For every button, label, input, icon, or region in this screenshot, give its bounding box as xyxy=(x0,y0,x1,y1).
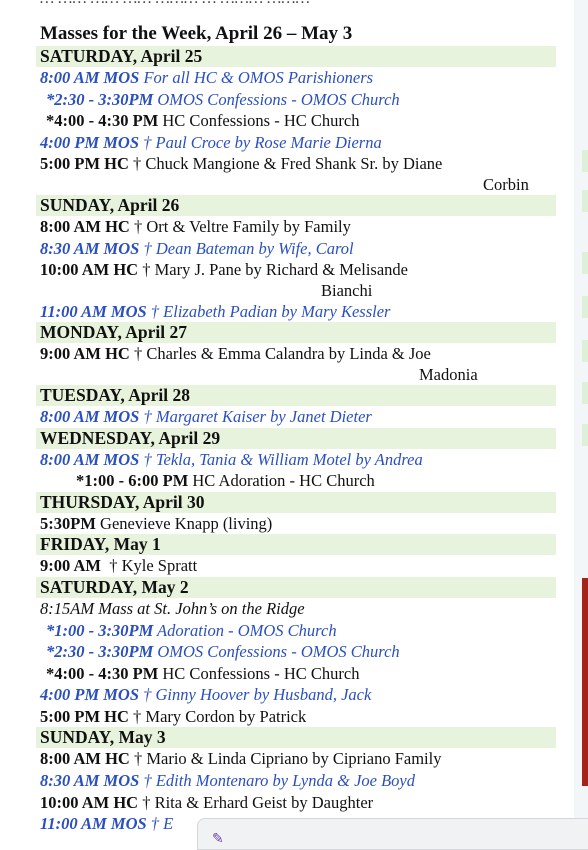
mass-intention: HC Confessions - HC Church xyxy=(158,663,360,683)
mass-intention: Genevieve Knapp (living) xyxy=(95,513,273,533)
mass-entry xyxy=(36,406,556,428)
mass-time: 10:00 AM HC xyxy=(40,260,139,280)
mass-intention: † Mario & Linda Cipriano by Cipriano Family xyxy=(129,749,442,769)
mass-intention: HC Confessions - HC Church xyxy=(158,111,360,131)
mass-entry xyxy=(36,470,556,492)
mass-entry xyxy=(36,238,556,260)
mass-intention: † Elizabeth Padian by Mary Kessler xyxy=(146,301,391,321)
mass-entry xyxy=(36,706,556,728)
mass-time: *4:00 - 4:30 PM xyxy=(46,111,159,131)
day-header: FRIDAY, May 1 xyxy=(36,534,556,555)
mass-entry xyxy=(36,67,556,89)
notification-popup[interactable] xyxy=(197,818,588,850)
day-header: SUNDAY, April 26 xyxy=(36,195,556,216)
mass-time: 8:00 AM MOS xyxy=(40,68,140,87)
mass-entry xyxy=(36,555,556,577)
mass-time: 8:00 AM MOS xyxy=(40,406,140,426)
mass-intention: OMOS Confessions - OMOS Church xyxy=(153,642,400,662)
mass-intention: † Ort & Veltre Family by Family xyxy=(129,216,351,236)
mass-intention: † Kyle Spratt xyxy=(100,556,198,576)
mass-entry xyxy=(36,110,556,132)
day-header: WEDNESDAY, April 29 xyxy=(36,428,556,449)
mass-entry xyxy=(36,598,556,620)
mass-entry xyxy=(36,449,556,471)
mass-entry xyxy=(36,301,556,323)
mass-time: 8:00 AM HC xyxy=(40,216,130,236)
right-decor xyxy=(582,382,588,404)
mass-entry xyxy=(36,684,556,706)
mass-time: 4:00 PM MOS xyxy=(40,685,140,705)
day-header: SUNDAY, May 3 xyxy=(36,727,556,748)
mass-intention: † Mary J. Pane by Richard & Melisande xyxy=(138,260,408,280)
mass-time: 8:30 AM MOS xyxy=(40,238,140,258)
page-title: Masses for the Week, April 26 – May 3 xyxy=(40,23,353,44)
mass-time: 9:00 AM xyxy=(40,556,101,576)
mass-entry xyxy=(36,770,556,792)
mass-intention: † Dean Bateman by Wife, Carol xyxy=(139,238,354,258)
mass-time: 5:00 PM HC xyxy=(40,154,129,174)
mass-entry xyxy=(36,89,556,111)
mass-entry xyxy=(36,343,556,365)
day-header: TUESDAY, April 28 xyxy=(36,385,556,406)
mass-time: 4:00 PM MOS xyxy=(40,132,140,152)
right-decor xyxy=(582,296,588,318)
mass-time: 8:30 AM MOS xyxy=(40,771,140,791)
day-header: THURSDAY, April 30 xyxy=(36,492,556,513)
mass-time: *4:00 - 4:30 PM xyxy=(46,663,159,683)
mass-intention: † Edith Montenaro by Lynda & Joe Boyd xyxy=(139,771,416,791)
day-header: SATURDAY, May 2 xyxy=(36,577,556,598)
mass-time: *1:00 - 3:30PM xyxy=(46,620,154,640)
mass-intention: † Tekla, Tania & William Motel by Andrea xyxy=(139,449,423,469)
mass-entry xyxy=(36,132,556,154)
mass-intention-continued: Madonia xyxy=(419,364,478,384)
right-decor xyxy=(582,150,588,172)
mass-time: 8:00 AM MOS xyxy=(40,449,140,469)
mass-intention: 8:15AM Mass at St. John’s on the Ridge xyxy=(40,598,305,618)
mass-entry xyxy=(36,513,556,535)
mass-time: 8:00 AM HC xyxy=(40,749,130,769)
right-decor xyxy=(582,340,588,362)
mass-entry xyxy=(36,792,556,814)
mass-time: 11:00 AM MOS xyxy=(40,814,147,834)
mass-entry xyxy=(36,748,556,770)
mass-intention: † Charles & Emma Calandra by Linda & Joe xyxy=(129,344,431,364)
mass-intention: † Rita & Erhard Geist by Daughter xyxy=(138,792,374,812)
mass-time: 10:00 AM HC xyxy=(40,792,139,812)
right-decor xyxy=(582,190,588,212)
mass-time: *1:00 - 6:00 PM xyxy=(76,471,189,491)
mass-time: 11:00 AM MOS xyxy=(40,301,147,321)
mass-time: *2:30 - 3:30PM xyxy=(46,89,154,109)
mass-intention: HC Adoration - HC Church xyxy=(188,471,375,491)
mass-time: *2:30 - 3:30PM xyxy=(46,642,154,662)
mass-time: 9:00 AM HC xyxy=(40,344,130,364)
mass-intention: For all HC & OMOS Parishioners xyxy=(139,68,374,87)
mass-time: 5:30PM xyxy=(40,513,96,533)
right-red-block xyxy=(582,578,588,786)
cut-off-line xyxy=(40,0,310,8)
mass-intention-continued: Bianchi xyxy=(321,280,373,300)
app-icon: ✎ xyxy=(212,832,224,847)
mass-intention: † E xyxy=(146,814,174,834)
mass-entry xyxy=(36,153,556,175)
mass-intention: † Paul Croce by Rose Marie Dierna xyxy=(139,132,382,152)
mass-time: 5:00 PM HC xyxy=(40,706,129,726)
mass-intention: † Chuck Mangione & Fred Shank Sr. by Diane xyxy=(128,154,443,174)
mass-intention: † Margaret Kaiser by Janet Dieter xyxy=(139,406,372,426)
day-header: SATURDAY, April 25 xyxy=(36,46,556,67)
mass-entry xyxy=(36,641,556,663)
mass-intention-continued: Corbin xyxy=(483,174,529,194)
day-header: MONDAY, April 27 xyxy=(36,322,556,343)
mass-intention: † Mary Cordon by Patrick xyxy=(128,706,307,726)
right-decor xyxy=(582,252,588,274)
mass-intention: OMOS Confessions - OMOS Church xyxy=(153,89,400,109)
mass-entry xyxy=(36,620,556,642)
mass-entry xyxy=(36,259,556,281)
mass-entry xyxy=(36,663,556,685)
mass-intention: Adoration - OMOS Church xyxy=(153,620,337,640)
mass-schedule xyxy=(36,22,556,835)
mass-intention: † Ginny Hoover by Husband, Jack xyxy=(139,685,372,705)
mass-entry xyxy=(36,216,556,238)
right-decor xyxy=(582,424,588,446)
